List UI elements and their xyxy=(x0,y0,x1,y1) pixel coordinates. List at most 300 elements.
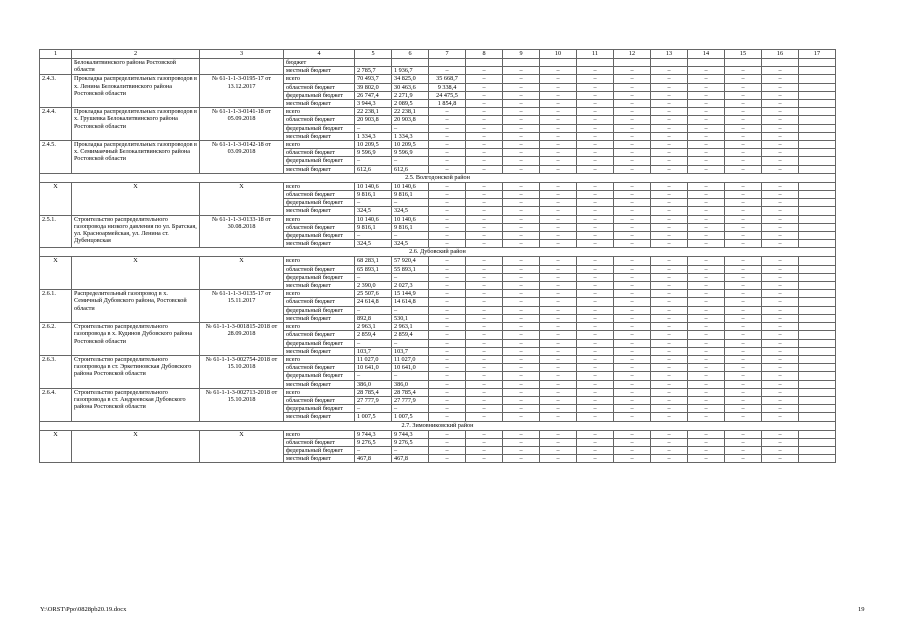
value-cell: – xyxy=(725,257,762,265)
value-cell: – xyxy=(392,306,429,314)
value-cell: – xyxy=(688,380,725,388)
value-cell: – xyxy=(725,446,762,454)
value-cell: – xyxy=(762,331,799,339)
value-cell: 9 276,5 xyxy=(355,438,392,446)
value-cell: – xyxy=(614,380,651,388)
value-cell: – xyxy=(688,240,725,248)
value-cell: 55 893,1 xyxy=(392,265,429,273)
value-cell: – xyxy=(503,223,540,231)
value-cell xyxy=(799,132,836,140)
value-cell: – xyxy=(614,306,651,314)
item-document: № 61-1-1-3-001815-2018 от 28.09.2018 xyxy=(200,323,284,356)
value-cell: – xyxy=(466,388,503,396)
value-cell: – xyxy=(688,83,725,91)
value-cell: – xyxy=(503,282,540,290)
value-cell: – xyxy=(651,364,688,372)
value-cell: – xyxy=(466,67,503,75)
value-cell: – xyxy=(762,108,799,116)
value-cell: 65 893,1 xyxy=(355,265,392,273)
value-cell: – xyxy=(614,298,651,306)
value-cell: – xyxy=(614,314,651,322)
value-cell: – xyxy=(355,372,392,380)
header-cell: 6 xyxy=(392,50,429,59)
value-cell xyxy=(799,215,836,223)
header-cell: 7 xyxy=(429,50,466,59)
table-row xyxy=(40,323,836,331)
value-cell: – xyxy=(429,182,466,190)
value-cell: – xyxy=(577,124,614,132)
value-cell: – xyxy=(466,91,503,99)
value-cell: – xyxy=(503,232,540,240)
value-cell: 103,7 xyxy=(392,347,429,355)
value-cell: – xyxy=(725,323,762,331)
value-cell: – xyxy=(651,405,688,413)
value-cell: – xyxy=(429,67,466,75)
value-cell: – xyxy=(688,141,725,149)
value-cell: – xyxy=(762,257,799,265)
value-cell: – xyxy=(762,215,799,223)
value-cell: 28 785,4 xyxy=(392,388,429,396)
value-cell: – xyxy=(577,438,614,446)
value-cell: – xyxy=(429,323,466,331)
value-cell xyxy=(799,430,836,438)
value-cell xyxy=(651,59,688,67)
value-cell: – xyxy=(577,380,614,388)
value-cell: – xyxy=(540,290,577,298)
value-cell: – xyxy=(651,141,688,149)
value-cell: – xyxy=(688,223,725,231)
value-cell: – xyxy=(429,191,466,199)
value-cell: – xyxy=(614,438,651,446)
value-cell: – xyxy=(466,265,503,273)
value-cell: – xyxy=(429,339,466,347)
value-cell: 2 089,5 xyxy=(392,100,429,108)
value-cell: – xyxy=(503,405,540,413)
value-cell: 2 859,4 xyxy=(355,331,392,339)
value-cell: – xyxy=(725,331,762,339)
value-cell: – xyxy=(540,364,577,372)
value-cell: – xyxy=(651,355,688,363)
value-cell: – xyxy=(429,438,466,446)
value-cell: – xyxy=(429,116,466,124)
value-cell: – xyxy=(392,199,429,207)
value-cell: – xyxy=(688,298,725,306)
value-cell: – xyxy=(466,191,503,199)
value-cell xyxy=(799,455,836,463)
value-cell xyxy=(799,364,836,372)
funding-source: федеральный бюджет xyxy=(284,306,355,314)
value-cell: – xyxy=(429,132,466,140)
value-cell: – xyxy=(503,323,540,331)
value-cell: 467,8 xyxy=(392,455,429,463)
item-document: № 61-1-1-3-0135-17 от 15.11.2017 xyxy=(200,290,284,323)
item-number: X xyxy=(40,182,72,215)
value-cell: – xyxy=(762,455,799,463)
value-cell: – xyxy=(429,372,466,380)
value-cell xyxy=(799,67,836,75)
value-cell: 35 668,7 xyxy=(429,75,466,83)
value-cell: – xyxy=(392,273,429,281)
value-cell: – xyxy=(614,290,651,298)
value-cell xyxy=(799,265,836,273)
value-cell: – xyxy=(540,380,577,388)
value-cell: – xyxy=(725,430,762,438)
item-document: № 61-1-1-3-002754-2018 от 15.10.2018 xyxy=(200,355,284,388)
header-cell: 1 xyxy=(40,50,72,59)
funding-source: областной бюджет xyxy=(284,116,355,124)
value-cell: – xyxy=(466,132,503,140)
header-cell: 8 xyxy=(466,50,503,59)
value-cell: – xyxy=(688,396,725,404)
value-cell: – xyxy=(466,413,503,421)
value-cell: – xyxy=(466,141,503,149)
header-cell: 3 xyxy=(200,50,284,59)
value-cell: – xyxy=(725,165,762,173)
value-cell: – xyxy=(503,265,540,273)
value-cell: – xyxy=(503,215,540,223)
value-cell: – xyxy=(614,265,651,273)
value-cell: – xyxy=(762,165,799,173)
value-cell: – xyxy=(725,67,762,75)
value-cell: – xyxy=(429,430,466,438)
value-cell: – xyxy=(651,207,688,215)
funding-source: федеральный бюджет xyxy=(284,273,355,281)
item-name: Белокалитвинского района Ростовской области xyxy=(72,59,200,75)
value-cell: – xyxy=(725,199,762,207)
funding-source: всего xyxy=(284,141,355,149)
value-cell: – xyxy=(725,347,762,355)
value-cell: 324,5 xyxy=(355,240,392,248)
value-cell: – xyxy=(651,165,688,173)
value-cell xyxy=(799,223,836,231)
value-cell: – xyxy=(651,67,688,75)
value-cell xyxy=(799,298,836,306)
value-cell: – xyxy=(651,100,688,108)
value-cell: 9 338,4 xyxy=(429,83,466,91)
value-cell: – xyxy=(466,438,503,446)
value-cell: – xyxy=(614,388,651,396)
value-cell: – xyxy=(429,306,466,314)
value-cell: – xyxy=(651,331,688,339)
value-cell: 26 747,4 xyxy=(355,91,392,99)
value-cell: – xyxy=(577,182,614,190)
value-cell: – xyxy=(725,380,762,388)
item-document: № 61-1-1-3-0133-18 от 30.08.2018 xyxy=(200,215,284,248)
funding-source: областной бюджет xyxy=(284,149,355,157)
value-cell: – xyxy=(614,157,651,165)
value-cell: – xyxy=(540,405,577,413)
header-cell: 13 xyxy=(651,50,688,59)
table-row xyxy=(40,75,836,83)
funding-source: всего xyxy=(284,257,355,265)
value-cell: – xyxy=(725,141,762,149)
funding-source: областной бюджет xyxy=(284,83,355,91)
value-cell: 10 140,6 xyxy=(355,182,392,190)
value-cell: – xyxy=(762,100,799,108)
value-cell: – xyxy=(688,100,725,108)
value-cell: – xyxy=(429,396,466,404)
header-cell: 10 xyxy=(540,50,577,59)
value-cell: – xyxy=(762,124,799,132)
item-name: Прокладка распределительных газопроводов в х. Грушевка Белокалитвинского района Ростовской области xyxy=(72,108,200,141)
value-cell: – xyxy=(540,108,577,116)
value-cell: 103,7 xyxy=(355,347,392,355)
funding-source: областной бюджет xyxy=(284,364,355,372)
funding-source: федеральный бюджет xyxy=(284,405,355,413)
value-cell: 2 963,1 xyxy=(355,323,392,331)
value-cell: – xyxy=(651,290,688,298)
value-cell: 10 209,5 xyxy=(355,141,392,149)
header-cell: 9 xyxy=(503,50,540,59)
header-cell: 5 xyxy=(355,50,392,59)
value-cell: – xyxy=(725,265,762,273)
value-cell: – xyxy=(540,372,577,380)
value-cell: – xyxy=(577,396,614,404)
value-cell: 68 283,1 xyxy=(355,257,392,265)
item-name: Строительство распределительного газопровода низкого давления по ул. Братская, ул. Красноармейская, ул. Ленина ст. Дубенцовская xyxy=(72,215,200,248)
value-cell: – xyxy=(688,75,725,83)
value-cell xyxy=(799,100,836,108)
value-cell: – xyxy=(762,199,799,207)
funding-source: местный бюджет xyxy=(284,314,355,322)
value-cell: – xyxy=(725,372,762,380)
value-cell: 11 027,0 xyxy=(355,355,392,363)
section-row xyxy=(40,421,836,430)
value-cell: 2 785,7 xyxy=(355,67,392,75)
value-cell: – xyxy=(429,446,466,454)
funding-source: местный бюджет xyxy=(284,100,355,108)
value-cell: – xyxy=(540,232,577,240)
value-cell: 25 507,6 xyxy=(355,290,392,298)
value-cell: – xyxy=(577,191,614,199)
value-cell: – xyxy=(355,339,392,347)
value-cell: – xyxy=(540,388,577,396)
value-cell: – xyxy=(466,257,503,265)
value-cell xyxy=(799,207,836,215)
value-cell: – xyxy=(540,257,577,265)
value-cell: – xyxy=(762,372,799,380)
value-cell: – xyxy=(540,273,577,281)
value-cell: – xyxy=(651,199,688,207)
value-cell: – xyxy=(503,100,540,108)
value-cell: – xyxy=(540,306,577,314)
value-cell: – xyxy=(688,182,725,190)
item-document: № 61-1-1-3-002713-2018 от 15.10.2018 xyxy=(200,388,284,421)
value-cell: – xyxy=(392,405,429,413)
header-row xyxy=(40,50,836,59)
funding-source: местный бюджет xyxy=(284,380,355,388)
value-cell: – xyxy=(651,455,688,463)
value-cell: – xyxy=(577,446,614,454)
value-cell: – xyxy=(651,438,688,446)
value-cell: 34 825,0 xyxy=(392,75,429,83)
value-cell: 10 641,0 xyxy=(392,364,429,372)
value-cell: – xyxy=(688,165,725,173)
value-cell: – xyxy=(503,132,540,140)
value-cell: 9 744,3 xyxy=(355,430,392,438)
value-cell: – xyxy=(503,347,540,355)
value-cell: – xyxy=(540,141,577,149)
item-name: Прокладка распределительных газопроводов в х. Ленина Белокалитвинского района Ростовской области xyxy=(72,75,200,108)
value-cell: – xyxy=(651,282,688,290)
value-cell: – xyxy=(688,124,725,132)
value-cell: – xyxy=(725,290,762,298)
value-cell: – xyxy=(614,405,651,413)
value-cell: – xyxy=(466,100,503,108)
value-cell: – xyxy=(614,364,651,372)
value-cell: – xyxy=(725,157,762,165)
item-number: X xyxy=(40,430,72,463)
header-cell: 16 xyxy=(762,50,799,59)
item-document: X xyxy=(200,257,284,290)
value-cell: – xyxy=(466,314,503,322)
value-cell xyxy=(725,59,762,67)
value-cell: – xyxy=(466,75,503,83)
value-cell xyxy=(355,59,392,67)
value-cell: – xyxy=(725,124,762,132)
value-cell: – xyxy=(355,232,392,240)
value-cell: – xyxy=(614,355,651,363)
funding-source: федеральный бюджет xyxy=(284,124,355,132)
value-cell: – xyxy=(577,273,614,281)
value-cell: – xyxy=(429,290,466,298)
value-cell: – xyxy=(429,157,466,165)
value-cell: – xyxy=(651,157,688,165)
value-cell: – xyxy=(429,388,466,396)
value-cell xyxy=(799,240,836,248)
value-cell: – xyxy=(725,396,762,404)
value-cell xyxy=(799,306,836,314)
value-cell: – xyxy=(540,347,577,355)
value-cell: – xyxy=(540,314,577,322)
value-cell: – xyxy=(503,388,540,396)
funding-source: всего xyxy=(284,215,355,223)
funding-source: областной бюджет xyxy=(284,191,355,199)
value-cell: – xyxy=(762,413,799,421)
value-cell: – xyxy=(466,405,503,413)
value-cell: 467,8 xyxy=(355,455,392,463)
value-cell: 612,6 xyxy=(355,165,392,173)
value-cell: – xyxy=(503,380,540,388)
value-cell xyxy=(799,314,836,322)
funding-source: областной бюджет xyxy=(284,223,355,231)
value-cell: – xyxy=(577,215,614,223)
value-cell: – xyxy=(503,67,540,75)
value-cell xyxy=(799,323,836,331)
value-cell: – xyxy=(503,182,540,190)
value-cell: – xyxy=(392,446,429,454)
value-cell: – xyxy=(429,108,466,116)
value-cell: – xyxy=(651,232,688,240)
value-cell: – xyxy=(540,165,577,173)
value-cell: – xyxy=(762,405,799,413)
value-cell: – xyxy=(614,273,651,281)
value-cell: – xyxy=(503,108,540,116)
value-cell: – xyxy=(762,355,799,363)
section-title: 2.5. Волгодонской район xyxy=(40,173,836,182)
value-cell: – xyxy=(540,339,577,347)
value-cell: 9 816,1 xyxy=(355,223,392,231)
value-cell: – xyxy=(688,108,725,116)
value-cell: – xyxy=(466,223,503,231)
item-number: X xyxy=(40,257,72,290)
value-cell: – xyxy=(651,116,688,124)
value-cell: 892,8 xyxy=(355,314,392,322)
value-cell: – xyxy=(688,215,725,223)
funding-source: областной бюджет xyxy=(284,298,355,306)
value-cell xyxy=(799,199,836,207)
value-cell: – xyxy=(429,298,466,306)
value-cell: – xyxy=(614,124,651,132)
value-cell: – xyxy=(503,298,540,306)
value-cell: 1 854,8 xyxy=(429,100,466,108)
value-cell: – xyxy=(392,157,429,165)
funding-source: местный бюджет xyxy=(284,165,355,173)
value-cell: – xyxy=(762,149,799,157)
value-cell: – xyxy=(688,323,725,331)
value-cell xyxy=(799,396,836,404)
value-cell: – xyxy=(688,405,725,413)
item-number: 2.6.2. xyxy=(40,323,72,356)
value-cell: – xyxy=(651,124,688,132)
value-cell: – xyxy=(540,100,577,108)
section-row xyxy=(40,248,836,257)
value-cell: 324,5 xyxy=(392,240,429,248)
value-cell: – xyxy=(577,157,614,165)
value-cell: – xyxy=(355,306,392,314)
table-row xyxy=(40,182,836,190)
section-title: 2.7. Зимовниковский район xyxy=(40,421,836,430)
value-cell: 324,5 xyxy=(392,207,429,215)
value-cell: 1 007,5 xyxy=(355,413,392,421)
value-cell: – xyxy=(688,331,725,339)
value-cell: – xyxy=(466,157,503,165)
funding-source: всего xyxy=(284,388,355,396)
funding-source: федеральный бюджет xyxy=(284,232,355,240)
value-cell: – xyxy=(614,91,651,99)
item-name: Прокладка распределительных газопроводов в х. Семимаячный Белокалитвинского района Ростовской области xyxy=(72,141,200,174)
value-cell: – xyxy=(762,364,799,372)
value-cell: – xyxy=(688,388,725,396)
value-cell: – xyxy=(614,165,651,173)
value-cell: 24 475,5 xyxy=(429,91,466,99)
value-cell: – xyxy=(540,157,577,165)
table-row xyxy=(40,290,836,298)
value-cell: – xyxy=(614,67,651,75)
value-cell: – xyxy=(614,149,651,157)
value-cell: – xyxy=(540,298,577,306)
value-cell: – xyxy=(725,215,762,223)
value-cell: – xyxy=(762,240,799,248)
header-cell: 2 xyxy=(72,50,200,59)
value-cell: – xyxy=(614,240,651,248)
value-cell: – xyxy=(651,223,688,231)
item-document: № 61-1-1-3-0141-18 от 05.09.2018 xyxy=(200,108,284,141)
funding-source: областной бюджет xyxy=(284,331,355,339)
value-cell: – xyxy=(725,83,762,91)
item-name: Строительство распределительного газопровода в ст. Андреевская Дубовского района Ростовской области xyxy=(72,388,200,421)
value-cell: – xyxy=(725,413,762,421)
value-cell: – xyxy=(466,396,503,404)
value-cell: – xyxy=(762,438,799,446)
value-cell: – xyxy=(540,223,577,231)
value-cell: – xyxy=(466,199,503,207)
value-cell: – xyxy=(614,182,651,190)
value-cell: – xyxy=(577,149,614,157)
value-cell: – xyxy=(651,380,688,388)
value-cell: 24 614,8 xyxy=(355,298,392,306)
header-cell: 17 xyxy=(799,50,836,59)
